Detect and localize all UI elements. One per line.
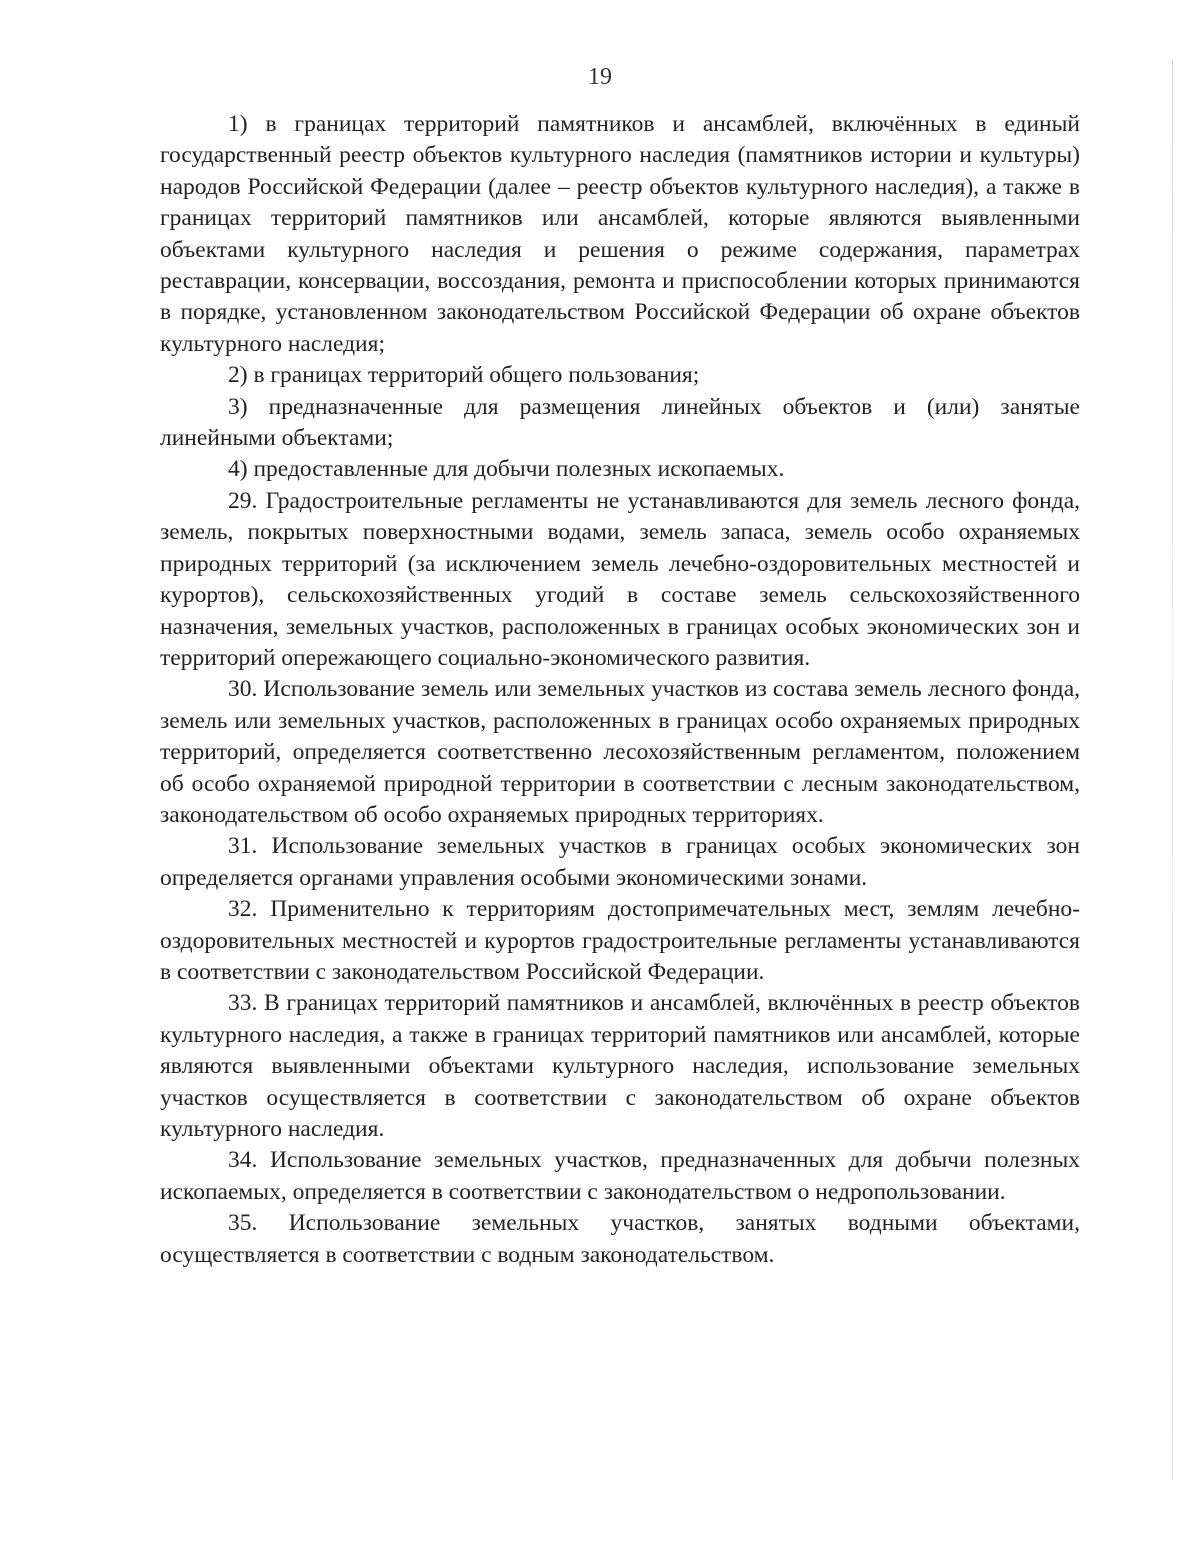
paragraph-item-3: 3) предназначенные для размещения линейных объектов и (или) занятые линейными объектами; <box>160 393 1080 452</box>
paragraph-32: 32. Применительно к территориям достопримечательных мест, землям лечебно-оздоровительных местностей и курортов градостроительные регламенты устанавливаются в соответствии с законодательством Российской Федерации. <box>160 896 1080 985</box>
paragraph-31: 31. Использование земельных участков в границах особых экономических зон определяется органами управления особыми экономическими зонами. <box>160 833 1080 891</box>
paragraph-item-2: 2) в границах территорий общего пользования; <box>228 362 700 389</box>
paragraph-29: 29. Градостроительные регламенты не устанавливаются для земель лесного фонда, земель, покрытых поверхностными водами, земель запаса, земель особо охраняемых природных территорий (за исключением земель лечебно-оздоровительных местностей и курортов), сельскохозяйственных угодий в составе земель сельскохозяйственного назначения, земельных участков, расположенных в границах особых экономических зон и территорий опережающего социально-экономического развития. <box>160 487 1080 671</box>
paragraph-item-4: 4) предоставленные для добычи полезных ископаемых. <box>228 456 785 483</box>
paragraph-item-1: 1) в границах территорий памятников и ансамблей, включённых в единый государственный реестр объектов культурного наследия (памятников истории и культуры) народов Российской Федерации (далее – реестр объектов культурного наследия), а также в границах территорий памятников или ансамблей, которые являются выявленными объектами культурного наследия и решения о режиме содержания, параметрах реставрации, консервации, воссоздания, ремонта и приспособлении которых принимаются в порядке, установленном законодательством Российской Федерации об охране объектов культурного наследия; <box>160 111 1080 357</box>
page-number: 19 <box>588 64 612 90</box>
document-body <box>160 109 1080 1271</box>
scan-edge-line <box>1172 60 1173 1480</box>
paragraph-35: 35. Использование земельных участков, занятых водными объектами, осуществляется в соответствии с водным законодательством. <box>160 1210 1080 1268</box>
paragraph-30: 30. Использование земель или земельных участков из состава земель лесного фонда, земель или земельных участков, расположенных в границах особо охраняемых природных территорий, определяется соответственно лесохозяйственным регламентом, положением об особо охраняемой природной территории в соответствии с лесным законодательством, законодательством об особо охраняемых природных территориях. <box>160 676 1080 828</box>
paragraph-33: 33. В границах территорий памятников и ансамблей, включённых в реестр объектов культурного наследия, а также в границах территорий памятников или ансамблей, которые являются выявленными объектами культурного наследия, использование земельных участков осуществляется в соответствии с законодательством об охране объектов культурного наследия. <box>160 990 1080 1142</box>
paragraph-34: 34. Использование земельных участков, предназначенных для добычи полезных ископаемых, определяется в соответствии с законодательством о недропользовании. <box>160 1147 1080 1205</box>
